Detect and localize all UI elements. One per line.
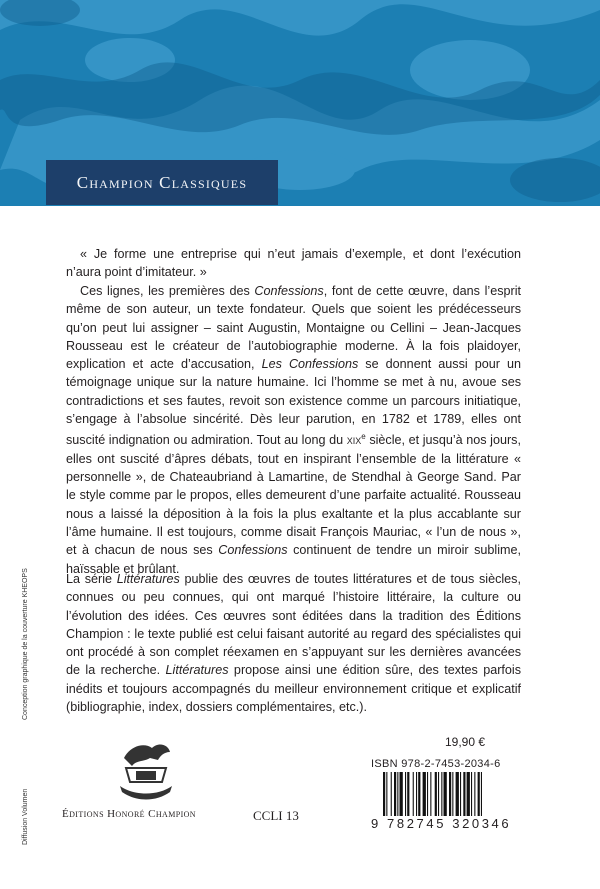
distribution-credit: Diffusion Volumen	[22, 788, 29, 845]
text-run: publie des œuvres de toutes littératures et de tous siècles, connues ou peu connues, qui ont marqué l’histoire littéraire, la culture ou l’évolution des idées. Ces œuvres sont éditées dans la tradition des Éditions Champion : le texte publié est celui faisant autorité au regard des spécialistes qui ont procédé à son complet réexamen en s’appuyant sur les dernières avancées de la recherche.	[66, 572, 521, 678]
barcode-bar	[456, 772, 459, 816]
barcode-bar	[400, 772, 403, 816]
century-sup: e	[361, 432, 366, 442]
barcode-bar	[413, 772, 414, 816]
barcode-bar	[397, 772, 398, 816]
decorative-banner	[0, 0, 600, 206]
text-run: La série	[66, 572, 117, 586]
barcode-bar	[391, 772, 392, 816]
text-run: continuent de tendre un miroir sublime, haïssable et brûlant.	[66, 543, 521, 576]
barcode-bar	[460, 772, 461, 816]
barcode-bar	[467, 772, 470, 816]
publisher-name	[62, 808, 196, 820]
summary-paragraph	[66, 282, 521, 578]
barcode-bar	[383, 772, 385, 816]
century-run: xix	[346, 433, 362, 448]
series-title-box	[46, 160, 278, 205]
barcode-bar	[452, 772, 453, 816]
barcode-bar	[481, 772, 482, 816]
barcode-bar	[407, 772, 409, 816]
barcode-bar	[438, 772, 439, 816]
barcode-bar	[418, 772, 420, 816]
barcode-bar	[463, 772, 465, 816]
series-paragraph	[66, 570, 521, 716]
text-run: siècle, et jusqu’à nos jours, elles ont suscité d’âpres débats, tout en inspirant l’ensemble de la littérature « personnelle », de Chateaubriand à Lamartine, de Stendhal à George Sand. Par le style comme par le propos, elles demeurent d’une parfaite actualité. Rousseau nous a laissé la déposition à la fois la plus exaltante et la plus accablante sur l’âme humaine. Il est toujours, comme disait François Mauriac, « l’un de nous », et à chacun de nous ses	[66, 433, 521, 558]
quote-text: « Je forme une entreprise qui n’eut jamais d’exemple, et dont l’exécution n’aura point d’imitateur. »	[66, 247, 521, 280]
barcode-bar	[449, 772, 451, 816]
barcode-bar	[430, 772, 431, 816]
barcode-bar	[441, 772, 442, 816]
series-name-run: Littératures	[116, 572, 180, 586]
collection-number: CCLI 13	[253, 808, 299, 823]
text-run: se donnent aussi pour un témoignage unique sur la nature humaine. Ici l’homme se met à nu, avoue ses contradictions et ses fautes, revoit son existence comme un parcours initiatique, s’engage à l’absolue sincérité. Dès leur parution, en 1782 et 1789, elles ont suscité indignation ou admiration. Tout au long du	[66, 357, 521, 448]
series-title: Champion Classiques	[76, 173, 248, 192]
text-run: Ces lignes, les premières des	[80, 284, 255, 298]
barcode-bar	[435, 772, 437, 816]
barcode-bar	[423, 772, 426, 816]
barcode-icon	[371, 772, 549, 820]
text-run: , font de cette œuvre, dans l’esprit même de son auteur, un texte fondateur. Quels que soient les prédécesseurs qu’on peut lui assigner – saint Augustin, Montaigne ou Cellini – Jean-Jacques Rousseau est le créateur de l’autobiographie moderne. À la fois plaidoyer, explication et acte d’accusation,	[66, 284, 521, 372]
price: 19,90 €	[445, 735, 486, 749]
isbn: ISBN 978-2-7453-2034-6	[371, 758, 501, 770]
text-run: propose ainsi une édition sûre, des textes parfois inédits et toujours accompagnés du meilleur environnement critique et explicatif (bibliographie, index, dossiers complémentaires, etc.).	[66, 663, 521, 715]
barcode-bar	[427, 772, 428, 816]
cover-credit: Conception graphique de la couverture KHEOPS	[22, 568, 29, 720]
publisher-logo	[110, 738, 182, 808]
barcode-bar	[471, 772, 472, 816]
series-name-run: Littératures	[165, 663, 229, 678]
barcode-bar	[394, 772, 396, 816]
quote-paragraph	[66, 245, 521, 282]
barcode-bar	[386, 772, 387, 816]
barcode-digits: 9 782745 320346	[371, 816, 512, 831]
title-run: Les Confessions	[261, 357, 359, 372]
publisher-name-text: Éditions Honoré Champion	[62, 808, 196, 820]
barcode-bar	[405, 772, 406, 816]
barcode-bar	[474, 772, 475, 816]
barcode-bar	[416, 772, 417, 816]
title-run: Confessions	[218, 543, 288, 558]
title-run: Confessions	[254, 284, 324, 298]
barcode-bar	[478, 772, 480, 816]
barcode-bar	[444, 772, 447, 816]
